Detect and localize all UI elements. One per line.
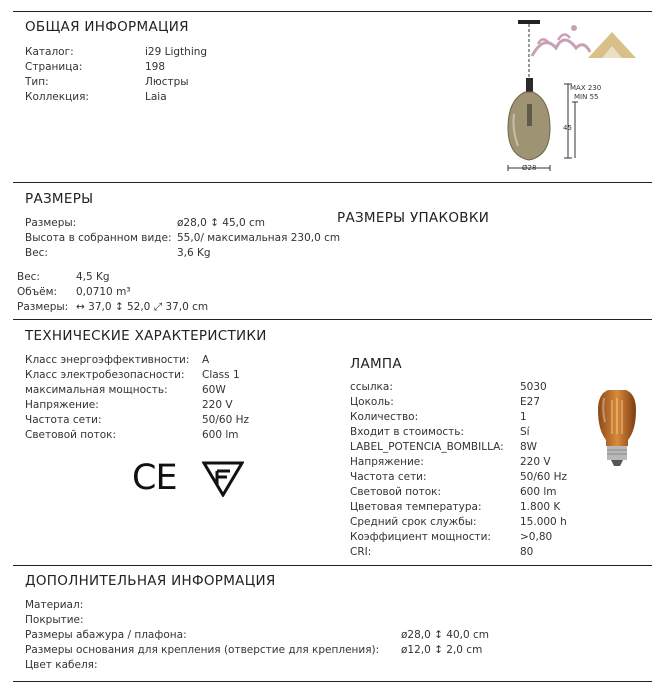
lamp-label: Коэффициент мощности:: [350, 531, 491, 543]
lamp-label: Световой поток:: [350, 486, 442, 498]
technical-title: ТЕХНИЧЕСКИЕ ХАРАКТЕРИСТИКИ: [25, 328, 267, 344]
lamp-value: 1.800 K: [520, 501, 561, 513]
lamp-label: ссылка:: [350, 381, 393, 393]
additional-label: Покрытие:: [25, 614, 84, 626]
packing-label: Размеры:: [17, 301, 69, 313]
technical-label: Частота сети:: [25, 414, 102, 426]
dimensions-label: Вес:: [25, 247, 48, 259]
technical-value: 600 lm: [202, 429, 239, 441]
additional-title: ДОПОЛНИТЕЛЬНАЯ ИНФОРМАЦИЯ: [25, 573, 276, 589]
technical-label: Класс энергоэффективности:: [25, 354, 190, 366]
f-mark-icon: [202, 461, 244, 497]
figure-height-label: 45: [563, 124, 572, 132]
divider-dimensions: [13, 182, 652, 183]
additional-label: Размеры основания для крепления (отверстие для крепления):: [25, 644, 380, 656]
technical-label: Световой поток:: [25, 429, 117, 441]
general-info-title: ОБЩАЯ ИНФОРМАЦИЯ: [25, 19, 189, 35]
additional-value: ø28,0 ↕ 40,0 cm: [401, 629, 489, 641]
additional-label: Материал:: [25, 599, 84, 611]
general-label: Тип:: [25, 76, 49, 88]
lamp-label: Частота сети:: [350, 471, 427, 483]
lamp-label: Количество:: [350, 411, 419, 423]
lamp-label: LABEL_POTENCIA_BOMBILLA:: [350, 441, 504, 453]
technical-value: 60W: [202, 384, 226, 396]
additional-label: Цвет кабеля:: [25, 659, 98, 671]
bulb-icon: [594, 386, 640, 470]
dimensions-value: 3,6 Kg: [177, 247, 211, 259]
technical-value: 220 V: [202, 399, 233, 411]
additional-value: ø12,0 ↕ 2,0 cm: [401, 644, 483, 656]
lamp-value: 15.000 h: [520, 516, 567, 528]
divider-additional: [13, 565, 652, 566]
lamp-label: CRI:: [350, 546, 372, 558]
bottom-rule: [13, 681, 652, 682]
general-value: i29 Ligthing: [145, 46, 208, 58]
lamp-label: Цветовая температура:: [350, 501, 482, 513]
general-label: Каталог:: [25, 46, 74, 58]
ce-mark-icon: CE: [132, 458, 177, 498]
technical-label: Напряжение:: [25, 399, 99, 411]
lamp-value: Sí: [520, 426, 530, 438]
packing-label: Вес:: [17, 271, 40, 283]
lamp-value: 8W: [520, 441, 538, 453]
packing-value: 0,0710 m³: [76, 286, 131, 298]
lamp-value: 50/60 Hz: [520, 471, 568, 483]
general-value: Laia: [145, 91, 167, 103]
lamp-value: >0,80: [520, 531, 553, 543]
technical-value: 50/60 Hz: [202, 414, 250, 426]
additional-label: Размеры абажура / плафона:: [25, 629, 187, 641]
lamp-value: E27: [520, 396, 540, 408]
technical-label: Класс электробезопасности:: [25, 369, 185, 381]
lamp-title: ЛАМПА: [350, 356, 402, 372]
packing-value: ↔ 37,0 ↕ 52,0 ⤢ 37,0 cm: [76, 301, 209, 313]
general-label: Коллекция:: [25, 91, 89, 103]
packing-label: Объём:: [17, 286, 58, 298]
lamp-value: 1: [520, 411, 527, 423]
figure-min-label: MIN 55: [574, 93, 599, 101]
lamp-label: Цоколь:: [350, 396, 394, 408]
lamp-value: 80: [520, 546, 534, 558]
dimensions-label: Размеры:: [25, 217, 77, 229]
lamp-label: Средний срок службы:: [350, 516, 477, 528]
dimensions-value: 55,0/ максимальная 230,0 cm: [177, 232, 341, 244]
lamp-value: 5030: [520, 381, 547, 393]
dimensions-value: ø28,0 ↕ 45,0 cm: [177, 217, 265, 229]
packing-title: РАЗМЕРЫ УПАКОВКИ: [337, 210, 490, 226]
general-value: 198: [145, 61, 166, 73]
lamp-value: 220 V: [520, 456, 551, 468]
lamp-label: Напряжение:: [350, 456, 424, 468]
lamp-value: 600 lm: [520, 486, 557, 498]
dimensions-title: РАЗМЕРЫ: [25, 191, 94, 207]
general-value: Люстры: [145, 76, 189, 88]
lamp-label: Входит в стоимость:: [350, 426, 465, 438]
general-label: Страница:: [25, 61, 83, 73]
packing-value: 4,5 Kg: [76, 271, 110, 283]
figure-max-label: MAX 230: [570, 84, 602, 92]
figure-diameter-label: Ø28: [522, 164, 537, 172]
divider-technical: [13, 319, 652, 320]
top-rule: [13, 11, 652, 12]
dimensions-label: Высота в собранном виде:: [25, 232, 172, 244]
technical-value: Class 1: [202, 369, 240, 381]
technical-value: A: [202, 354, 210, 366]
technical-label: максимальная мощность:: [25, 384, 168, 396]
